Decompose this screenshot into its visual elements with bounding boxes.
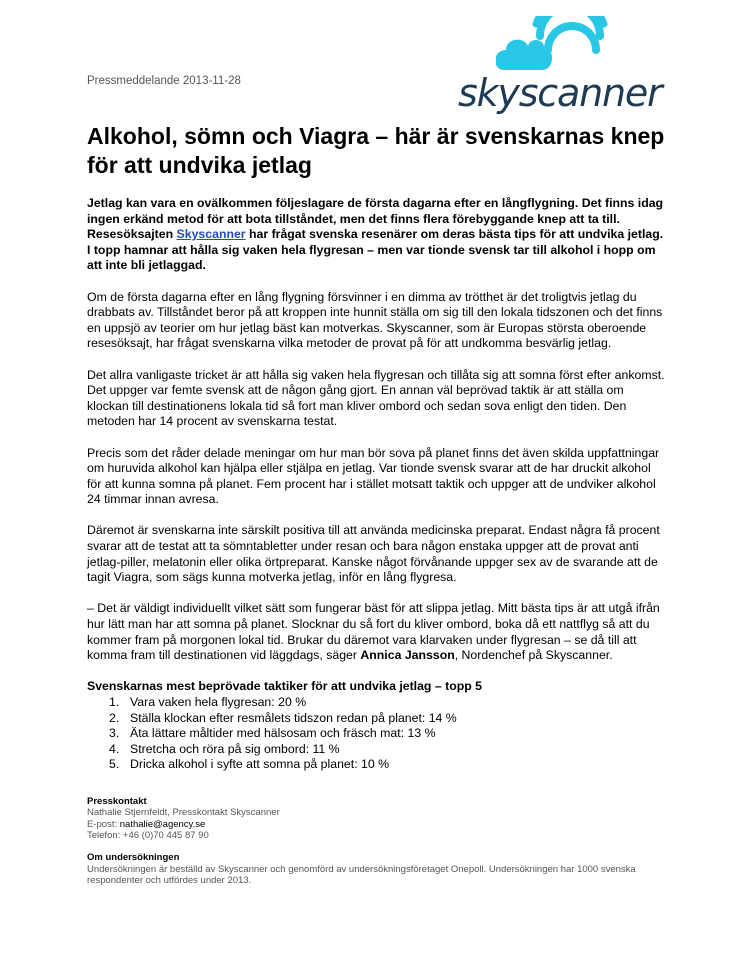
list-item-number: 3.: [109, 726, 120, 741]
skyscanner-logo: [458, 16, 662, 116]
toplist-heading: Svenskarnas mest beprövade taktiker för att undvika jetlag – topp 5: [87, 679, 483, 694]
list-item-text: Ställa klockan efter resmålets tidszon redan på planet: 14 %: [130, 710, 457, 725]
cloud-icon: [496, 16, 608, 74]
press-contact-heading: Presskontakt: [87, 796, 147, 807]
article-body: [87, 196, 667, 773]
footer: [87, 796, 667, 898]
list-item-text: Stretcha och röra på sig ombord: 11 %: [130, 741, 340, 756]
email-link[interactable]: nathalie@agency.se: [119, 818, 206, 830]
email-label: E-post:: [87, 818, 120, 830]
list-item-text: Vara vaken hela flygresan: 20 %: [130, 695, 307, 709]
quote-paragraph: [87, 601, 667, 663]
list-item-number: 4.: [109, 741, 120, 756]
list-item: [109, 726, 667, 742]
press-contact-email-line: [87, 819, 667, 830]
skyscanner-link[interactable]: Skyscanner: [176, 227, 246, 242]
body-paragraph: Däremot är svenskarna inte särskilt positiva till att använda medicinska preparat. Endast några få procent svarar att de testat att ta sömntabletter under resan och bara någon enstaka uppger att de provat anti jetlag-piller, melatonin eller olika örtpreparat. Kanske något förvånande uppger sex av de svarande att de tagit Viagra, som sägs kunna motverka jetlag, inför en lång flygresa.: [87, 523, 660, 585]
list-item: [109, 695, 667, 711]
lead-text-after: har frågat svenska resenärer om deras bästa tips för att undvika jetlag. I topp hamnar att hålla sig vaken hela flygresan – men var tionde svensk tar till alkohol i hopp om att inte bli jetlaggad.: [87, 227, 664, 273]
list-item-text: Äta lättare måltider med hälsosam och fräsch mat: 13 %: [130, 726, 436, 741]
quote-text: – Det är väldigt individuellt vilket sätt som fungerar bäst för att slippa jetlag. Mitt bästa tips är att utgå ifrån hur lätt man har att somna på planet. Slocknar du så fort du kliver ombord, boka då ett nattflyg så att du kommer fram på morgonen lokal tid. Brukar du däremot vara klarvaken under flygresan – se då till att komma fram till destinationen vid läggdags, säger: [87, 601, 660, 663]
list-item: [109, 711, 667, 727]
headline: Alkohol, sömn och Viagra – här är svenskarnas knep för att undvika jetlag: [87, 123, 665, 178]
lead-paragraph: [87, 196, 667, 274]
survey-text: Undersökningen är beställd av Skyscanner och genomförd av undersökningsföretaget Onepoll. Undersökningen har 1000 svenska respondenter och utfördes under 2013.: [87, 863, 636, 887]
lead-text-before: Jetlag kan vara en ovälkommen följeslagare de första dagarna efter en långflygning. Det finns idag ingen erkänd metod för att bota tillståndet, men det finns flera förebyggande knep att ta till. Resesöksajten: [87, 196, 664, 242]
press-release-date: Pressmeddelande 2013-11-28: [87, 75, 241, 87]
toplist: [109, 695, 667, 773]
press-contact-phone: Telefon: +46 (0)70 445 87 90: [87, 829, 209, 841]
body-paragraph: Precis som det råder delade meningar om hur man bör sova på planet finns det även skilda uppfattningar om huruvida alkohol kan hjälpa eller stjälpa en jetlag. Var tionde svensk svarar att de har druckit alkohol för att kunna somna på planet. Fem procent har i stället motsatt taktik och uppger att de undviker alkohol 24 timmar innan avresa.: [87, 445, 660, 507]
list-item: [109, 742, 667, 758]
survey-info: [87, 852, 667, 886]
list-item-number: 1.: [109, 695, 120, 709]
list-item: [109, 757, 667, 773]
press-contact-name: Nathalie Stjernfeldt, Presskontakt Skyscanner: [87, 807, 280, 819]
body-paragraph: Det allra vanligaste tricket är att hålla sig vaken hela flygresan och tillåta sig att somna först efter ankomst. Det uppger var femte svensk att de någon gång gjort. En annan väl beprövad taktik är att ställa om klockan till destinationens lokala tid så fort man kliver ombord och sedan sova enligt den tiden. Den metoden har 14 procent av svenskarna testat.: [87, 367, 665, 429]
body-paragraph: Om de första dagarna efter en lång flygning försvinner i en dimma av trötthet är det troligtvis jetlag du drabbats av. Tillståndet beror på att kroppen inte hunnit ställa om sig till den lokala tidszonen och det finns en uppsjö av teorier om hur jetlag bäst kan motverkas. Skyscanner, som är Europas största oberoende resesöksajt, har frågat svenskarna vilka metoder de provat på för att undkomma besvärlig jetlag.: [87, 289, 663, 351]
survey-heading: Om undersökningen: [87, 852, 180, 864]
press-contact: [87, 796, 667, 841]
quote-person: Annica Jansson: [360, 648, 455, 663]
list-item-number: 2.: [109, 710, 120, 725]
list-item-text: Dricka alkohol i syfte att somna på planet: 10 %: [130, 757, 390, 772]
list-item-number: 5.: [109, 757, 120, 772]
logo-wordmark: skyscanner: [458, 71, 662, 115]
quote-suffix: , Nordenchef på Skyscanner.: [454, 648, 613, 663]
